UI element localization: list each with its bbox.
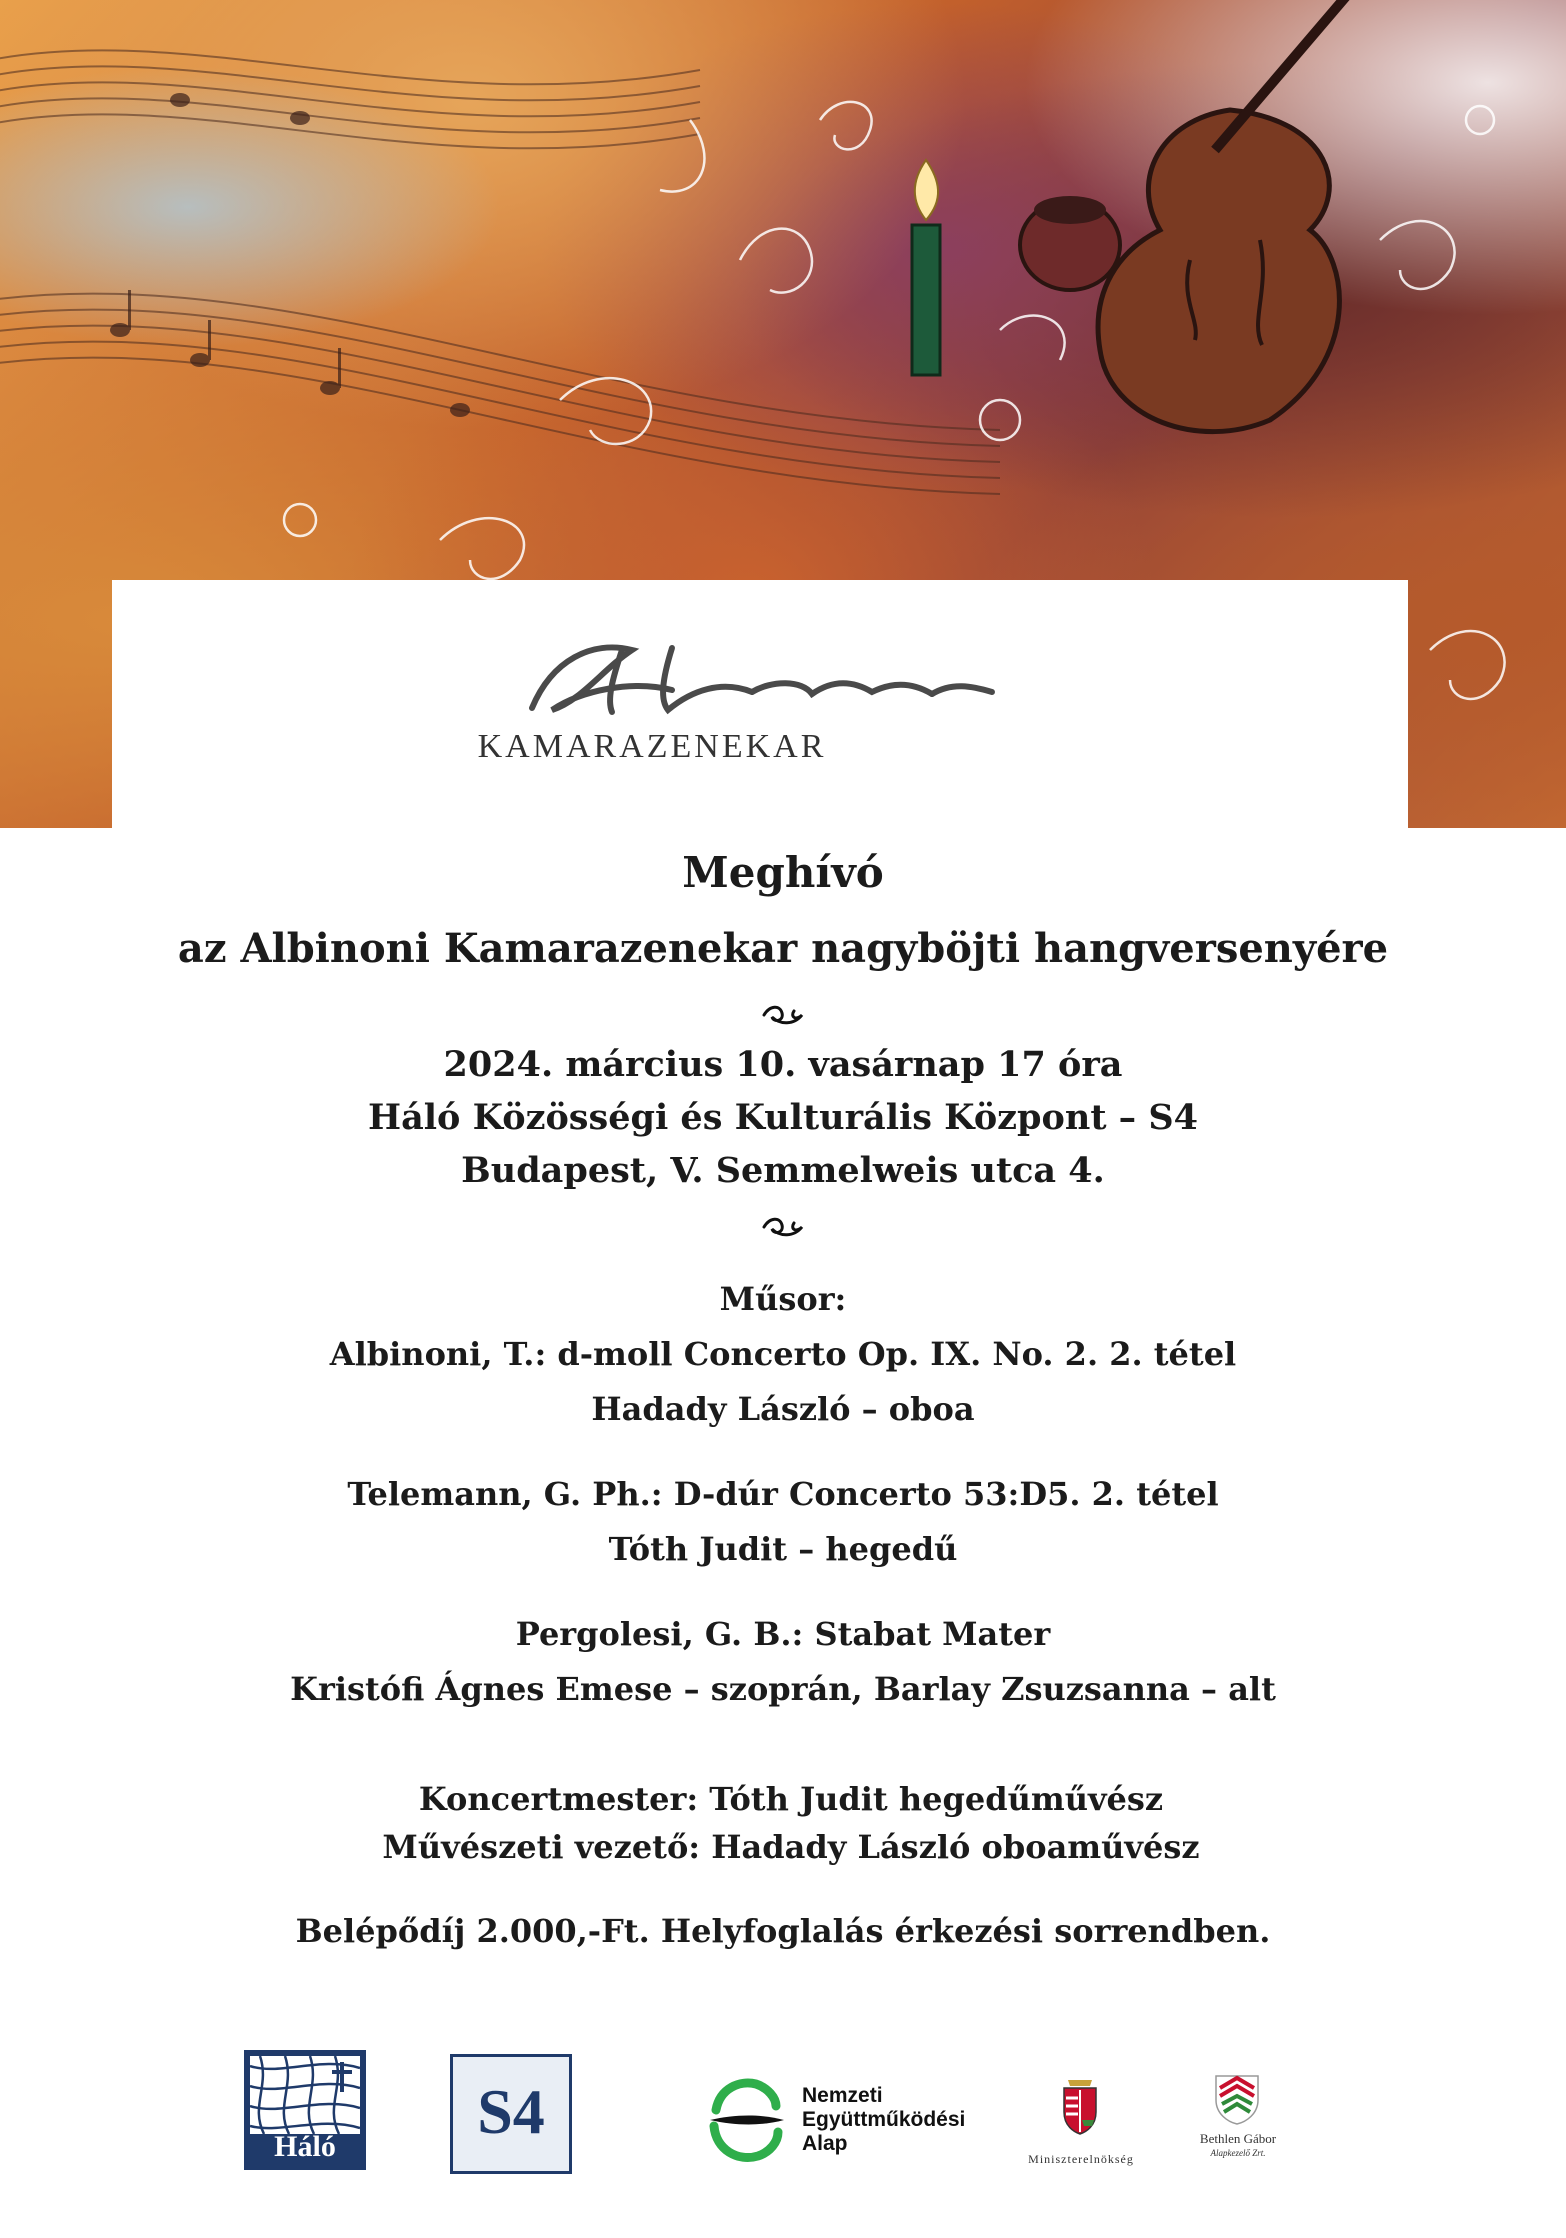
hungarian-crest-icon — [1060, 2076, 1100, 2136]
nea-label: Nemzeti Együttműködési Alap — [802, 2084, 966, 2155]
artistic-director-credit: Művészeti vezető: Hadady László oboaművész — [382, 1828, 1200, 1866]
orchestra-logo-card — [112, 580, 1408, 828]
program-heading: Műsor: — [719, 1280, 847, 1318]
program-work: Telemann, G. Ph.: D-dúr Concerto 53:D5. 2. tétel — [347, 1475, 1219, 1513]
event-address: Budapest, V. Semmelweis utca 4. — [461, 1150, 1105, 1191]
header-painting — [0, 0, 1566, 828]
net-icon — [250, 2056, 360, 2134]
program-performers: Tóth Judit – hegedű — [608, 1530, 958, 1568]
nea-logo-icon — [706, 2076, 784, 2164]
flourish-ornament-icon — [760, 1003, 806, 1027]
concertmaster-credit: Koncertmester: Tóth Judit hegedűművész — [418, 1780, 1164, 1818]
program-work: Pergolesi, G. B.: Stabat Mater — [515, 1615, 1051, 1653]
ministry-label: Miniszterelnökség — [1028, 2152, 1134, 2166]
bethlen-gabor-label: Bethlen Gábor Alapkezelő Zrt. — [1199, 2131, 1277, 2158]
admission-info: Belépődíj 2.000,-Ft. Helyfoglalás érkezési sorrendben. — [295, 1912, 1271, 1950]
program-performers: Kristófi Ágnes Emese – szoprán, Barlay Zsuzsanna – alt — [290, 1670, 1276, 1708]
invitation-subtitle: az Albinoni Kamarazenekar nagyböjti hangversenyére — [177, 925, 1389, 972]
halo-logo — [244, 2050, 366, 2170]
bethlen-gabor-shield-icon — [1212, 2070, 1262, 2126]
halo-label: Háló — [274, 2130, 336, 2163]
event-venue: Háló Közösségi és Kulturális Központ – S4 — [368, 1097, 1198, 1138]
orchestra-label: KAMARAZENEKAR — [477, 728, 827, 765]
albinoni-signature — [112, 630, 1408, 730]
s4-logo — [450, 2054, 572, 2174]
s4-label: S4 — [477, 2076, 545, 2147]
program-performers: Hadady László – oboa — [591, 1390, 975, 1428]
flourish-ornament-icon — [760, 1215, 806, 1239]
event-date-time: 2024. március 10. vasárnap 17 óra — [443, 1044, 1123, 1085]
sponsor-logos — [0, 2040, 1566, 2200]
invitation-title: Meghívó — [682, 848, 884, 897]
program-work: Albinoni, T.: d-moll Concerto Op. IX. No. 2. 2. tétel — [329, 1335, 1237, 1373]
